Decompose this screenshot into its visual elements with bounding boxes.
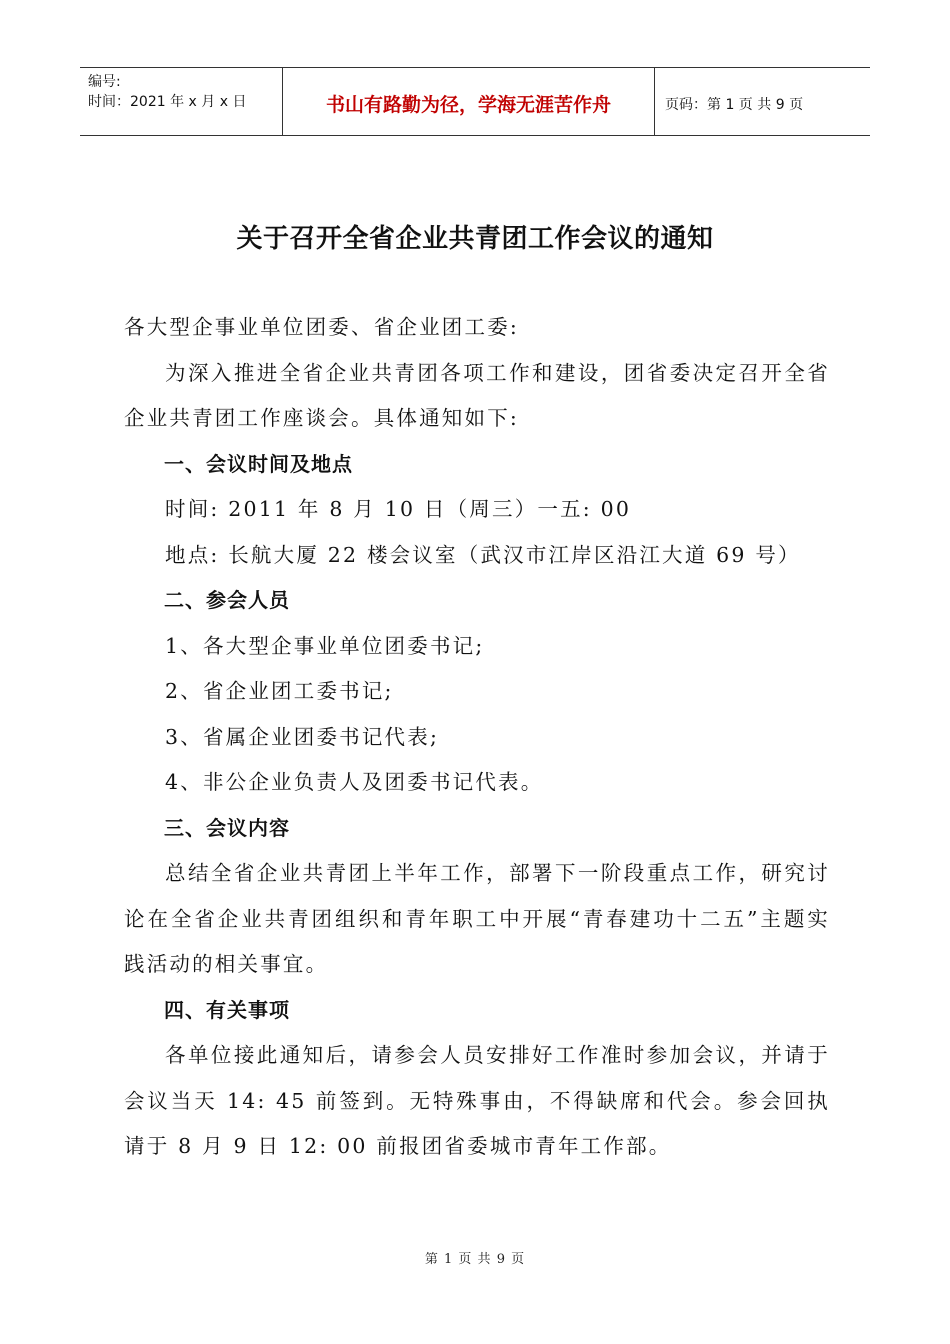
attendee-item: 4、非公企业负责人及团委书记代表。 (165, 770, 544, 794)
salutation: 各大型企事业单位团委、省企业团工委: (124, 315, 520, 339)
meeting-content-paragraph: 总结全省企业共青团上半年工作，部署下一阶段重点工作，研究讨论在全省企业共青团组织和青年职工中开展“青春建功十二五”主题实践活动的相关事宜。 (124, 861, 830, 976)
document-time-label: 时间：2021 年 x 月 x 日 (88, 94, 247, 110)
attendee-item: 2、省企业团工委书记; (165, 679, 394, 703)
section-heading-time-place: 一、会议时间及地点 (164, 451, 353, 476)
section-heading-attendees: 二、参会人员 (164, 588, 290, 612)
header-table (80, 67, 870, 136)
meeting-time: 时间: 2011 年 8 月 10 日（周三）一五: 00 (165, 497, 632, 521)
intro-paragraph: 为深入推进全省企业共青团各项工作和建设，团省委决定召开全省企业共青团工作座谈会。具体通知如下: (124, 360, 830, 430)
document-number-label: 编号: (88, 74, 121, 90)
page-footer: 第 1 页 共 9 页 (424, 1252, 526, 1267)
document-title: 关于召开全省企业共青团工作会议的通知 (236, 224, 714, 254)
document-body (124, 305, 830, 1170)
section-heading-content: 三、会议内容 (164, 815, 290, 840)
header-meta-cell (80, 68, 283, 135)
header-page-info: 页码：第 1 页 共 9 页 (665, 96, 804, 113)
section-heading-matters: 四、有关事项 (164, 997, 290, 1022)
attendee-item: 3、省属企业团委书记代表; (165, 724, 440, 749)
matters-paragraph: 各单位接此通知后，请参会人员安排好工作准时参加会议，并请于会议当天 14: 45 前签到。无特殊事由，不得缺席和代会。参会回执请于 8 月 9 日 12: 00 前报团省委城市青年工作部。 (124, 1043, 830, 1158)
header-motto: 书山有路勤为径，学海无涯苦作舟 (283, 68, 655, 135)
meeting-place: 地点: 长航大厦 22 楼会议室（武汉市江岸区沿江大道 69 号） (165, 542, 801, 567)
attendee-item: 1、各大型企事业单位团委书记; (165, 633, 485, 658)
